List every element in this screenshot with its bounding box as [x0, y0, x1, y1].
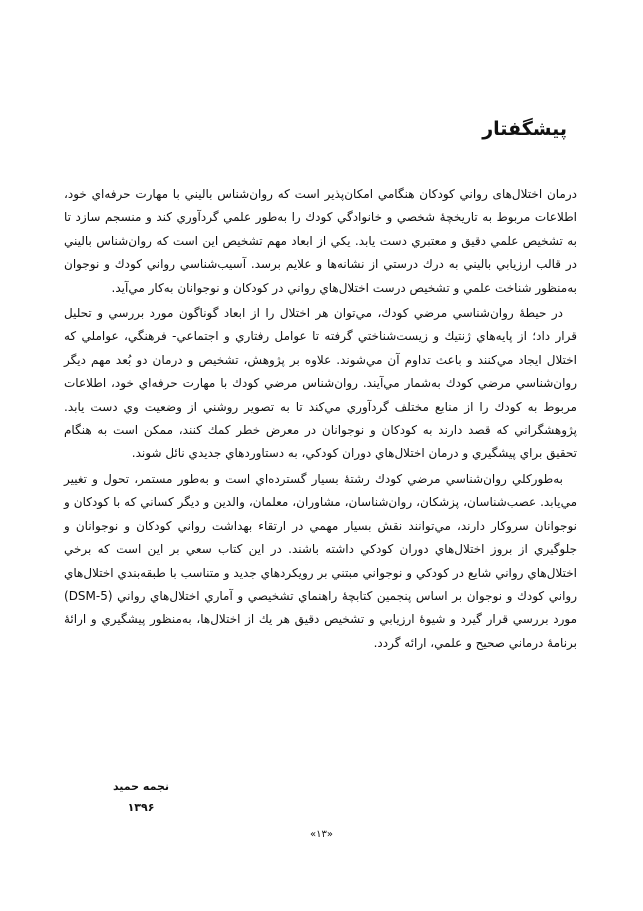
author-signature: [96, 780, 186, 814]
preface-body: [64, 183, 577, 657]
paragraph-1: درمان اختلال‌های رواني كودكان هنگامي امكان‌پذير است كه روان‌شناس باليني با مهارت حرفه‌اي خود، اطلاعات مربوط به تاريخچهٔ شخصي و خانوادگي كودك را به‌طور علمي گردآوري كند و منسجم سازد تا به تشخيص علمي دقيق و معتبري دست يابد. يكي از ابعاد مهم تشخيص اين است كه روان‌شناس باليني در قالب ارزيابي باليني به درك درستي از نشانه‌ها و علايم برسد. آسيب‌شناسي رواني كودك و نوجوان به‌منظور شناخت علمي و تشخيص درست اختلال‌هاي رواني در كودكان و نوجوانان به‌كار مي‌آيد.: [64, 187, 577, 295]
page-number: «۱۳»: [310, 829, 333, 840]
author-name: نجمه حمید: [112, 780, 170, 793]
signature-year: ۱۳۹۶: [127, 801, 155, 814]
paragraph-3: به‌طوركلي روان‌شناسي مرضي كودك رشتهٔ بسيار گسترده‌اي است و به‌طور مستمر، تحول و تغيير مي‌يابد. عصب‌شناسان، پزشكان، روان‌شناسان، مشاوران، معلمان، والدين و ديگر كساني كه با كودكان و نوجوانان سروكار دارند، مي‌توانند نقش بسيار مهمي در ارتقاء بهداشت رواني كودكان و نوجوانان و جلوگيري از بروز اختلال‌هاي دوران كودكي داشته باشند. در اين كتاب سعي بر اين است كه برخي اختلال‌هاي رواني شايع در كودكي و نوجواني مبتني بر رويكردهاي جديد و متناسب با طبقه‌بندي اختلال‌هاي رواني كودك و نوجوان بر اساس پنجمين كتابچهٔ راهنماي تشخيصي و آماري اختلال‌هاي رواني (DSM-5) مورد بررسي قرار گيرد و شيوهٔ ارزيابي و تشخيص دقيق هر يك از اختلال‌ها، به‌منظور پيشگيري و ارائهٔ برنامهٔ درماني صحيح و علمي، ارائه گردد.: [64, 471, 577, 650]
paragraph-2: در حيطهٔ روان‌شناسي مرضي كودك، مي‌توان هر اختلال را از ابعاد گوناگون مورد بررسي و تحليل قرار داد؛ از پايه‌هاي ژنتيك و زيست‌شناختي گرفته تا عوامل رفتاري و اجتماعي- فرهنگي، عواملي كه اختلال ايجاد مي‌كنند و باعث تداوم آن مي‌شوند. علاوه بر پژوهش، تشخيص و درمان دو بُعد مهم ديگر روان‌شناسي مرضي كودك به‌شمار مي‌آيند. روان‌شناس مرضي كودك با مهارت حرفه‌اي خود، اطلاعات مربوط به كودك را از منابع مختلف گردآوري مي‌كند تا به تصوير روشني از وضعيت وي دست يابد. پژوهشگراني كه قصد دارند به كودكان و نوجوانان در معرض خطر كمك كنند، ممكن است به هنگام تحقيق براي پيشگيري و درمان اختلال‌هاي دوران كودكي، به دستاوردهاي جديدي نائل شوند.: [64, 306, 577, 461]
page-title: پیشگفتار: [482, 118, 567, 140]
